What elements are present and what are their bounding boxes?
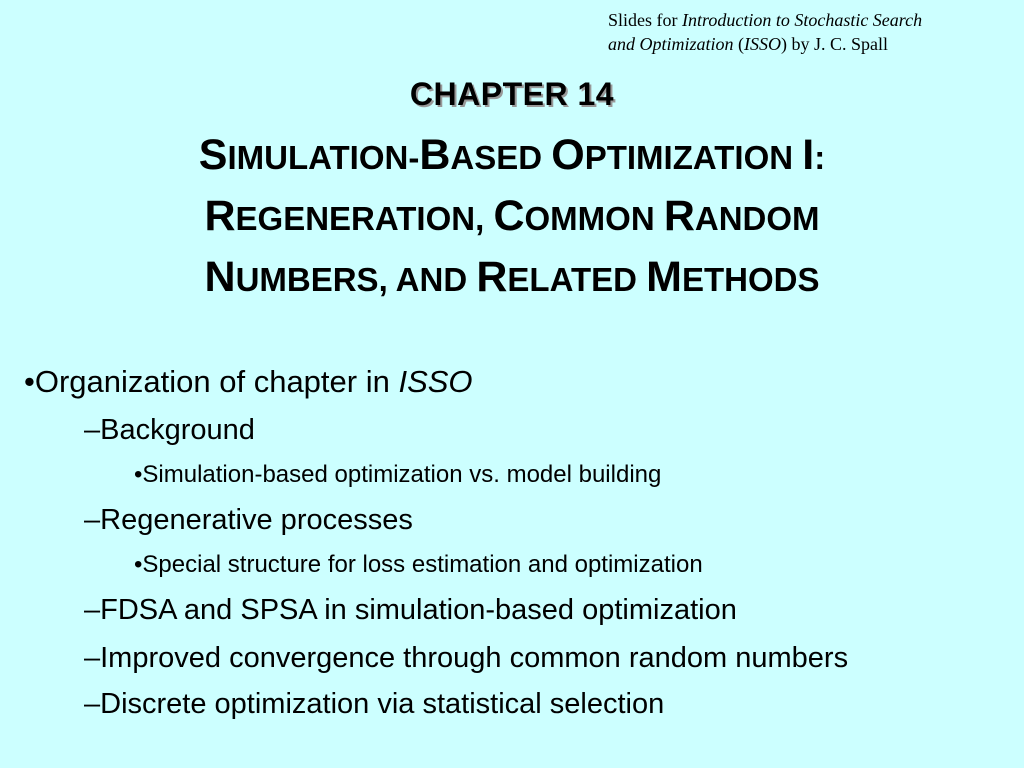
outline-heading: •Organization of chapter in ISSO [24, 364, 473, 399]
title-word: SIMULATION- [198, 131, 420, 179]
title-word: RANDOM [663, 192, 820, 240]
credit-book-title-2: and Optimization [608, 34, 734, 54]
outline-item-discrete: –Discrete optimization via statistical selection [84, 688, 665, 720]
title-word: OPTIMIZATION [551, 131, 803, 179]
credit-prefix: Slides for [608, 10, 682, 30]
outline-subitem-background: •Simulation-based optimization vs. model building [134, 461, 662, 488]
outline-heading-abbr: ISSO [398, 364, 473, 399]
title-word: COMMON [493, 192, 664, 240]
title-word: RELATED [476, 253, 647, 301]
credit-paren-open: ( [733, 34, 745, 54]
title-word: REGENERATION, [204, 192, 494, 240]
title-word: I: [802, 131, 826, 179]
outline-subitem-regenerative: •Special structure for loss estimation and optimization [134, 551, 703, 578]
chapter-label: CHAPTER 14 [409, 76, 615, 112]
title-word: BASED [419, 131, 552, 179]
outline-item-background: –Background [84, 414, 255, 446]
outline-item-regenerative: –Regenerative processes [84, 504, 413, 536]
credit-paren-close: ) [781, 34, 788, 54]
title-word: METHODS [646, 253, 820, 301]
credit-suffix: by J. C. Spall [787, 34, 889, 54]
credit-abbr: ISSO [744, 34, 782, 54]
credit-book-title-1: Introduction to Stochastic Search [682, 10, 923, 30]
title-word: NUMBERS, AND [204, 253, 477, 301]
outline-item-fdsa: –FDSA and SPSA in simulation-based optimization [84, 594, 737, 626]
outline-item-crn: –Improved convergence through common random numbers [84, 642, 849, 674]
